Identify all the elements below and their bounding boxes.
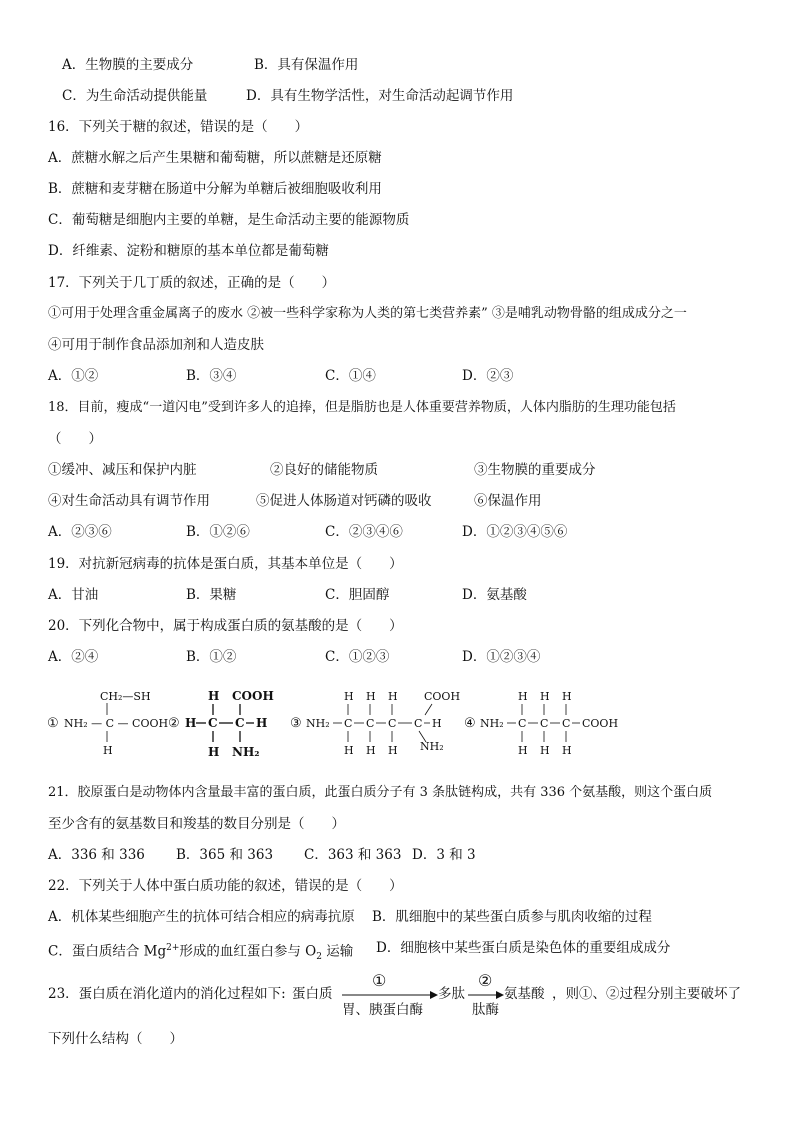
structure-2-c2: C	[235, 716, 245, 730]
q16-option-d: D．纤维素、淀粉和糖原的基本单位都是葡萄糖	[48, 243, 329, 259]
amino-acid-structures	[0, 684, 794, 764]
q21-option-a: A．336 和 336	[48, 847, 145, 863]
q15-option-c: C．为生命活动提供能量	[62, 88, 208, 104]
q21-option-c: C．363 和 363	[304, 847, 402, 863]
q22-option-d: D．细胞核中某些蛋白质是染色体的重要组成成分	[376, 940, 671, 956]
structure-2-h-bottom: H	[208, 745, 220, 759]
q20-option-d: D．①②③④	[462, 649, 541, 665]
structure-3-h-bottom-3: H	[388, 744, 398, 757]
q18-paren: （ ）	[48, 431, 102, 447]
q16-stem: 16．下列关于糖的叙述，错误的是（ ）	[48, 119, 309, 135]
q20-stem: 20．下列化合物中，属于构成蛋白质的氨基酸的是（ ）	[48, 618, 403, 634]
digestion-peptide: 多肽	[438, 986, 465, 1002]
q21-stem-line2: 至少含有的氨基数目和羧基的数目分别是（ ）	[48, 816, 345, 832]
q19-option-d: D．氨基酸	[462, 587, 527, 603]
q18-option-a: A．②③⑥	[48, 524, 112, 540]
q19-stem: 19．对抗新冠病毒的抗体是蛋白质，其基本单位是（ ）	[48, 556, 403, 572]
structure-4-c-1: C	[518, 717, 527, 730]
structure-2-h-top: H	[208, 689, 220, 703]
q16-option-b: B．蔗糖和麦芽糖在肠道中分解为单糖后被细胞吸收利用	[48, 181, 382, 197]
q18-stem: 18．目前，瘦成“一道闪电”受到许多人的追捧，但是脂肪也是人体重要营养物质，人体内脂肪的生理功能包括	[48, 400, 676, 415]
q19-option-b: B．果糖	[186, 587, 237, 603]
digestion-arrow-2-head	[496, 991, 504, 999]
structure-3-nh2: NH₂	[306, 717, 330, 730]
q15-option-b: B．具有保温作用	[254, 57, 359, 73]
q23-stem-post: ，则①、②过程分别主要破坏了	[552, 986, 741, 1002]
structure-4-h-top-2: H	[540, 690, 550, 703]
q18-option-c: C．②③④⑥	[325, 524, 403, 540]
structure-2-h-right: H	[256, 716, 268, 730]
q16-option-a: A．蔗糖水解之后产生果糖和葡萄糖，所以蔗糖是还原糖	[48, 150, 382, 166]
structure-3-h-bottom-1: H	[344, 744, 354, 757]
q21-stem-line1: 21．胶原蛋白是动物体内含量最丰富的蛋白质，此蛋白质分子有 3 条肽链构成，共有 336 个氨基酸，则这个蛋白质	[48, 785, 713, 800]
q15-option-d: D．具有生物学活性，对生命活动起调节作用	[246, 88, 514, 104]
structure-2-c1: C	[208, 716, 218, 730]
q19-option-c: C．胆固醇	[325, 587, 390, 603]
q22-option-c-sup: 2+	[166, 943, 180, 953]
q22-option-c-post: 形成的血红蛋白参与 O	[179, 943, 317, 960]
q18-item-4: ④对生命活动具有调节作用	[48, 493, 210, 509]
q18-item-6: ⑥保温作用	[474, 493, 542, 509]
q20-option-c: C．①②③	[325, 649, 390, 665]
q22-stem: 22．下列关于人体中蛋白质功能的叙述，错误的是（ ）	[48, 878, 403, 894]
q18-item-1: ①缓冲、减压和保护内脏	[48, 462, 197, 478]
digestion-amino-acid: 氨基酸	[504, 986, 545, 1002]
digestion-step-2: ②	[478, 971, 493, 990]
structure-4-h-bottom-1: H	[518, 744, 528, 757]
structure-3-h-right: H	[432, 717, 442, 730]
q17-option-c: C．①④	[325, 368, 376, 384]
digestion-protein: 蛋白质	[292, 986, 333, 1002]
structure-3-bond-4	[425, 704, 432, 715]
structure-4-c-3: C	[562, 717, 571, 730]
q19-option-a: A．甘油	[48, 587, 99, 603]
q22-option-a: A．机体某些细胞产生的抗体可结合相应的病毒抗原	[48, 909, 355, 925]
q17-stem: 17．下列关于几丁质的叙述，正确的是（ ）	[48, 275, 336, 291]
structure-4-h-top-3: H	[562, 690, 572, 703]
q23-stem-pre: 23．蛋白质在消化道内的消化过程如下:	[48, 986, 286, 1002]
structure-3-cooh: COOH	[424, 690, 461, 703]
q20-option-b: B．①②	[186, 649, 237, 665]
structure-4-c-2: C	[540, 717, 549, 730]
q22-option-c	[48, 939, 353, 966]
structure-1-label: ①	[47, 716, 59, 731]
structure-1-main: NH₂ — C — COOH	[64, 717, 169, 730]
structure-3-h-top-1: H	[344, 690, 354, 703]
q15-option-a: A．生物膜的主要成分	[62, 57, 194, 73]
structure-3-label: ③	[290, 716, 302, 731]
q17-option-d: D．②③	[462, 368, 514, 384]
structure-4-label: ④	[464, 716, 476, 731]
q17-items-line2: ④可用于制作食品添加剂和人造皮肤	[48, 337, 264, 353]
q16-option-c: C．葡萄糖是细胞内主要的单糖，是生命活动主要的能源物质	[48, 212, 410, 228]
digestion-process-diagram	[292, 970, 552, 1022]
structure-1-ch2sh: CH₂—SH	[100, 690, 151, 703]
q22-option-c-sub: 2	[316, 952, 322, 963]
structure-4-cooh: COOH	[582, 717, 619, 730]
q18-item-2: ②良好的储能物质	[270, 462, 378, 478]
structure-4-nh2: NH₂	[480, 717, 504, 730]
q23-stem-line2: 下列什么结构（ ）	[48, 1031, 183, 1047]
q17-option-b: B．③④	[186, 368, 237, 384]
digestion-enzyme-2: 肽酶	[472, 1002, 499, 1018]
q21-option-b: B．365 和 363	[176, 847, 274, 863]
structure-3-c-3: C	[388, 717, 397, 730]
structure-3-h-top-3: H	[388, 690, 398, 703]
q22-option-c-end: 运输	[321, 943, 354, 960]
q18-option-b: B．①②⑥	[186, 524, 250, 540]
structure-2-cooh: COOH	[232, 689, 274, 703]
structure-3-h-top-2: H	[366, 690, 376, 703]
q20-option-a: A．②④	[48, 649, 99, 665]
structure-4-h-bottom-2: H	[540, 744, 550, 757]
q21-option-d: D．3 和 3	[412, 847, 476, 863]
digestion-arrow-1-head	[430, 991, 438, 999]
q18-option-d: D．①②③④⑤⑥	[462, 524, 568, 540]
digestion-step-1: ①	[372, 971, 387, 990]
structure-3-c-1: C	[344, 717, 353, 730]
q18-item-5: ⑤促进人体肠道对钙磷的吸收	[256, 493, 432, 509]
structure-4-h-bottom-3: H	[562, 744, 572, 757]
structure-3-c-2: C	[366, 717, 375, 730]
structure-2-label: ②	[168, 716, 180, 731]
q22-option-c-pre: C．蛋白质结合 Mg	[48, 943, 167, 960]
structure-2-nh2: NH₂	[232, 745, 260, 759]
structure-3-c-4: C	[414, 717, 423, 730]
structure-2-h-left: H	[185, 716, 197, 730]
digestion-enzyme-1: 胃、胰蛋白酶	[342, 1002, 423, 1018]
structure-4-h-top-1: H	[518, 690, 528, 703]
q17-items-line1: ①可用于处理含重金属离子的废水 ②被一些科学家称为人类的第七类营养素” ③是哺乳动物骨骼的组成成分之一	[48, 306, 687, 321]
q18-item-3: ③生物膜的重要成分	[474, 462, 596, 478]
q17-option-a: A．①②	[48, 368, 99, 384]
q22-option-b: B．肌细胞中的某些蛋白质参与肌肉收缩的过程	[372, 909, 652, 925]
structure-3-h-bottom-2: H	[366, 744, 376, 757]
structure-1-h: H	[103, 744, 113, 757]
structure-3-nh2-bottom: NH₂	[420, 740, 444, 753]
